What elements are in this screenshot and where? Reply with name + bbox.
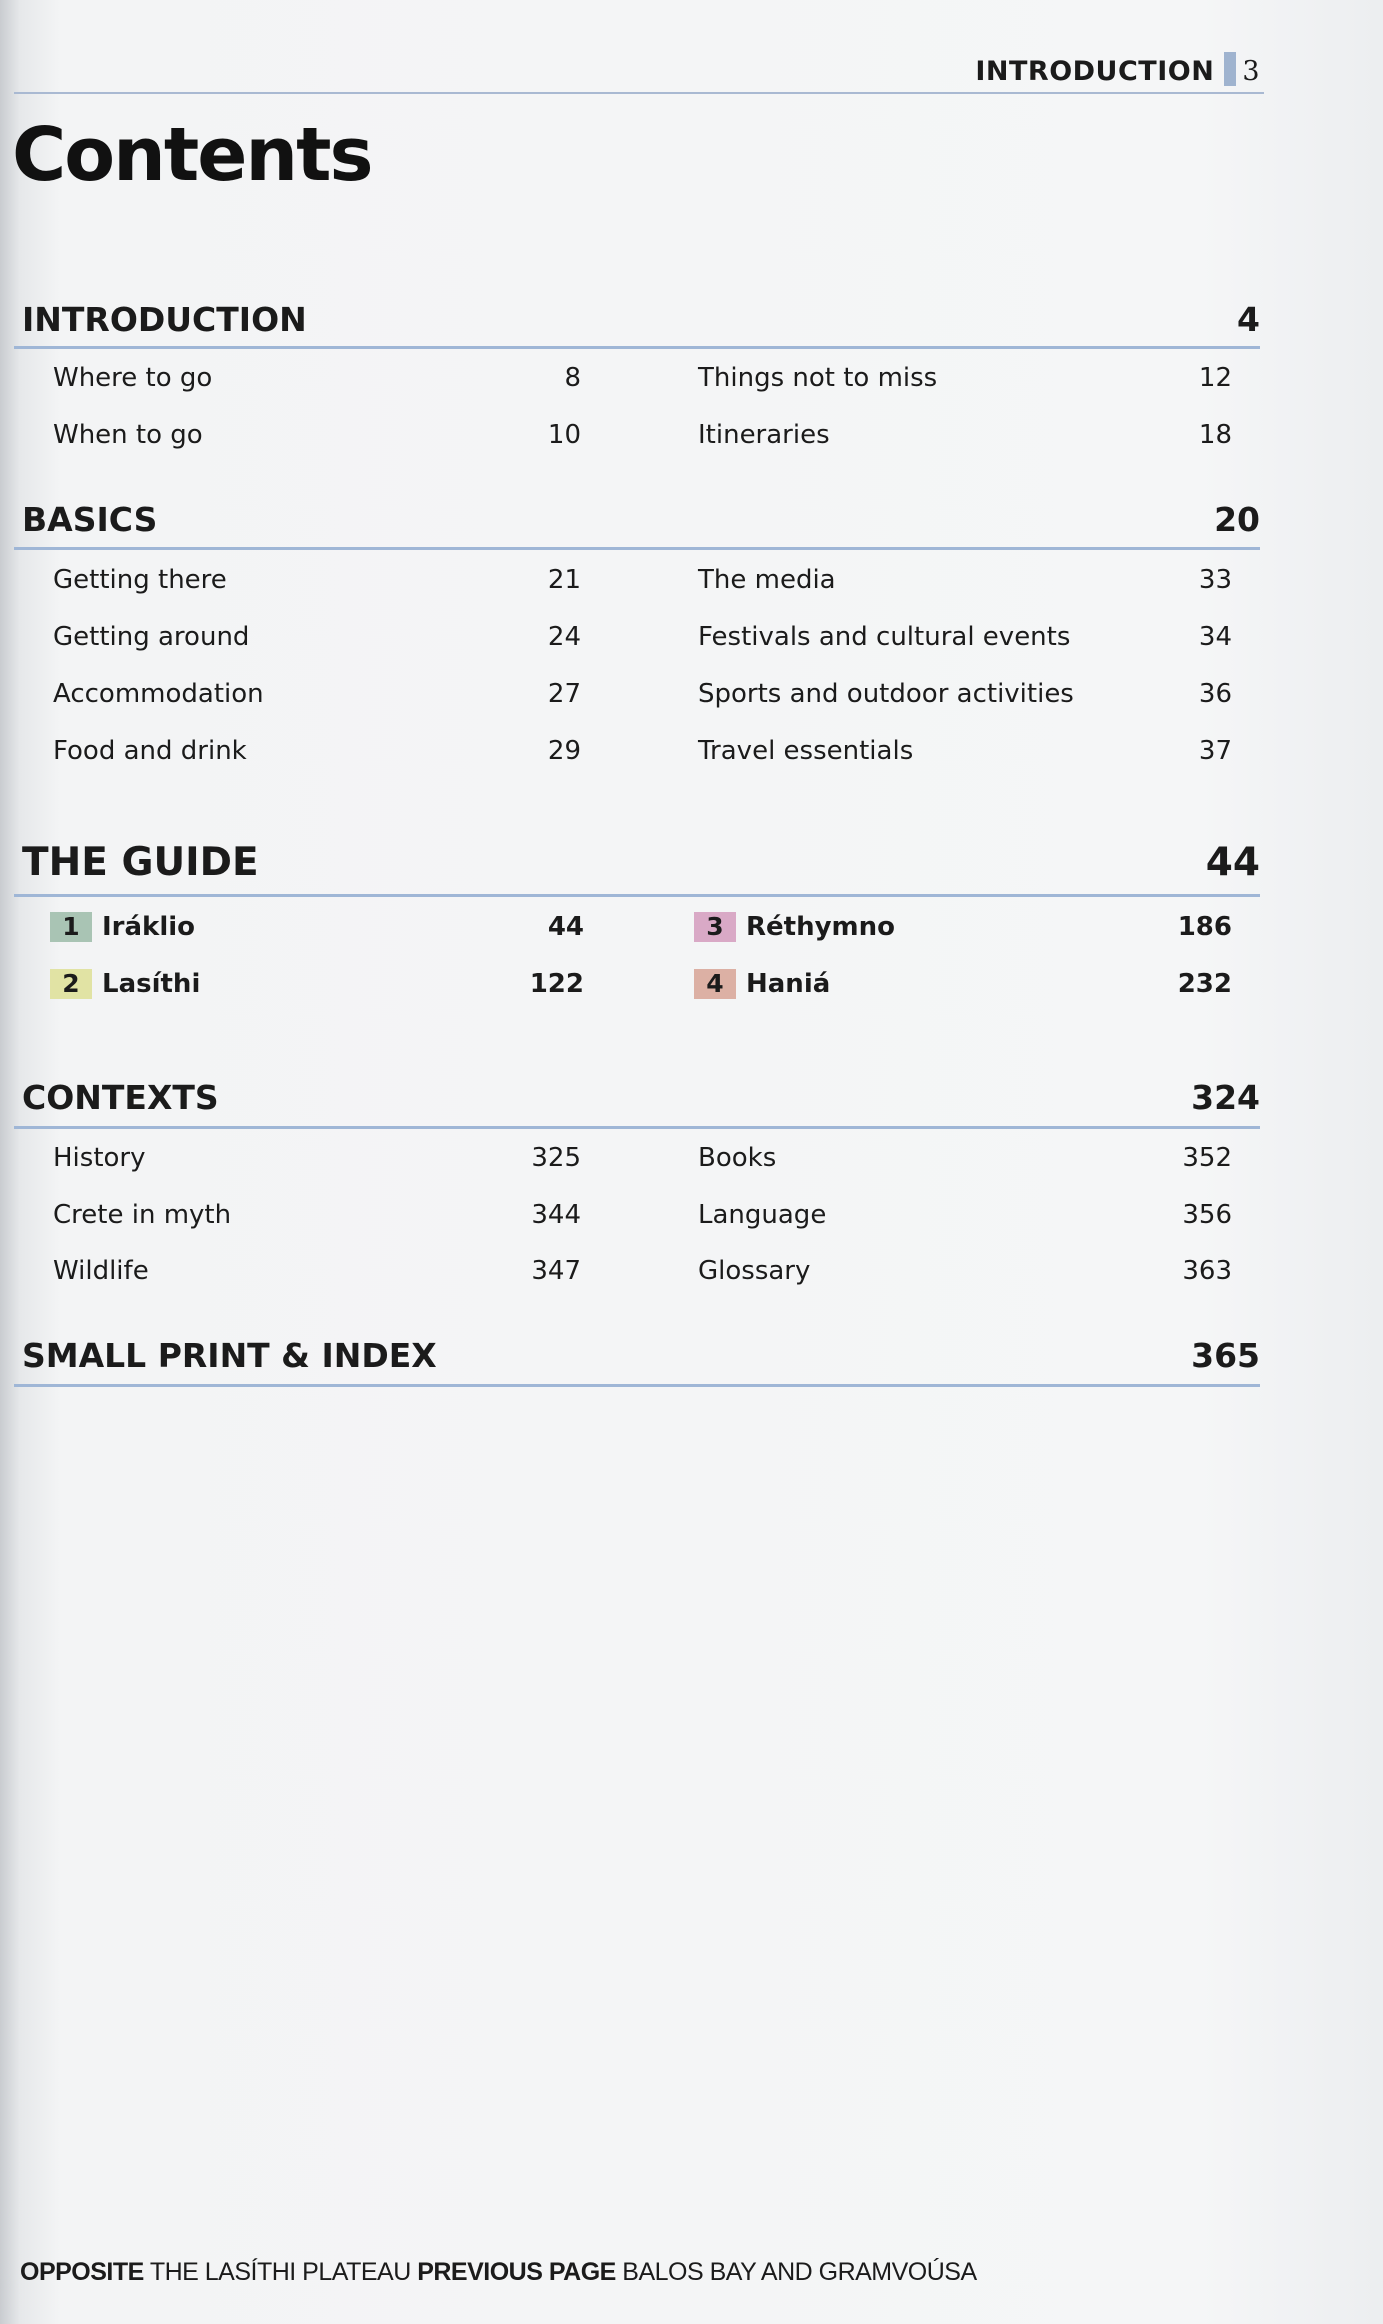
toc-entry[interactable] <box>698 565 1232 595</box>
entry-label: Crete in myth <box>53 1200 232 1230</box>
caption-opposite-label: OPPOSITE <box>20 2258 144 2286</box>
toc-entry[interactable] <box>698 1200 1232 1230</box>
running-head-section: INTRODUCTION <box>975 56 1215 87</box>
chapter-page: 122 <box>529 969 584 999</box>
toc-entry[interactable] <box>698 1143 1232 1173</box>
entry-page: 8 <box>564 363 581 393</box>
chapter-label: Lasíthi <box>102 969 201 999</box>
guide-chapter[interactable] <box>50 912 584 942</box>
chapter-label: Iráklio <box>102 912 196 942</box>
entry-label: When to go <box>53 420 203 450</box>
entry-label: Language <box>698 1200 827 1230</box>
entry-page: 352 <box>1182 1143 1232 1173</box>
section-rule <box>14 894 1260 897</box>
entry-label: History <box>53 1143 146 1173</box>
caption-opposite-text: THE LASÍTHI PLATEAU <box>149 2258 411 2286</box>
chapter-label: Haniá <box>746 969 831 999</box>
section-title: CONTEXTS <box>22 1078 219 1117</box>
page-number: 3 <box>1242 56 1260 87</box>
entry-page: 34 <box>1198 622 1232 652</box>
chapter-number-chip: 4 <box>694 969 736 999</box>
entry-label: The media <box>698 565 836 595</box>
chapter-number-chip: 2 <box>50 969 92 999</box>
section-rule <box>14 1126 1260 1129</box>
entry-page: 10 <box>547 420 581 450</box>
chapter-page: 186 <box>1177 912 1232 942</box>
section-title: SMALL PRINT & INDEX <box>22 1336 437 1375</box>
section-title: THE GUIDE <box>22 840 259 885</box>
chapter-label: Réthymno <box>746 912 896 942</box>
section-rule <box>14 547 1260 550</box>
photo-caption <box>20 2258 977 2287</box>
entry-label: Things not to miss <box>698 363 938 393</box>
section-page: 44 <box>1205 840 1260 885</box>
section-page: 4 <box>1237 300 1260 339</box>
toc-entry[interactable] <box>53 420 581 450</box>
toc-entry[interactable] <box>53 1143 581 1173</box>
section-rule <box>14 346 1260 349</box>
entry-label: Books <box>698 1143 777 1173</box>
toc-entry[interactable] <box>53 1200 581 1230</box>
toc-entry[interactable] <box>53 565 581 595</box>
toc-entry[interactable] <box>698 363 1232 393</box>
toc-entry[interactable] <box>698 679 1232 709</box>
entry-label: Itineraries <box>698 420 830 450</box>
entry-page: 363 <box>1182 1256 1232 1286</box>
section-title: INTRODUCTION <box>22 300 307 339</box>
entry-label: Getting there <box>53 565 227 595</box>
entry-page: 21 <box>547 565 581 595</box>
entry-page: 37 <box>1198 736 1232 766</box>
chapter-page: 232 <box>1177 969 1232 999</box>
entry-label: Accommodation <box>53 679 264 709</box>
section-contexts[interactable] <box>22 1078 1260 1117</box>
section-basics[interactable] <box>22 500 1260 539</box>
toc-entry[interactable] <box>698 1256 1232 1286</box>
running-head-bar <box>1224 52 1236 86</box>
entry-page: 356 <box>1182 1200 1232 1230</box>
section-small-print-index[interactable] <box>22 1336 1260 1375</box>
entry-label: Getting around <box>53 622 250 652</box>
entry-page: 12 <box>1198 363 1232 393</box>
entry-page: 33 <box>1198 565 1232 595</box>
section-page: 365 <box>1191 1336 1260 1375</box>
toc-entry[interactable] <box>698 736 1232 766</box>
entry-label: Where to go <box>53 363 213 393</box>
guide-chapter[interactable] <box>694 912 1232 942</box>
entry-label: Food and drink <box>53 736 247 766</box>
entry-page: 347 <box>531 1256 581 1286</box>
entry-page: 18 <box>1198 420 1232 450</box>
entry-label: Wildlife <box>53 1256 149 1286</box>
caption-previous-label: PREVIOUS PAGE <box>417 2258 616 2286</box>
entry-page: 29 <box>547 736 581 766</box>
entry-label: Travel essentials <box>698 736 914 766</box>
section-title: BASICS <box>22 500 158 539</box>
running-head <box>0 52 1260 87</box>
entry-label: Glossary <box>698 1256 811 1286</box>
toc-entry[interactable] <box>53 736 581 766</box>
chapter-number-chip: 1 <box>50 912 92 942</box>
header-rule <box>14 92 1264 94</box>
entry-page: 344 <box>531 1200 581 1230</box>
entry-label: Sports and outdoor activities <box>698 679 1074 709</box>
section-page: 20 <box>1214 500 1260 539</box>
chapter-number-chip: 3 <box>694 912 736 942</box>
section-page: 324 <box>1191 1078 1260 1117</box>
toc-entry[interactable] <box>698 622 1232 652</box>
entry-page: 325 <box>531 1143 581 1173</box>
entry-page: 24 <box>547 622 581 652</box>
caption-previous-text: BALOS BAY AND GRAMVOÚSA <box>622 2258 977 2286</box>
guide-chapter[interactable] <box>50 969 584 999</box>
toc-entry[interactable] <box>53 622 581 652</box>
entry-page: 36 <box>1198 679 1232 709</box>
entry-page: 27 <box>547 679 581 709</box>
section-the-guide[interactable] <box>22 840 1260 885</box>
chapter-page: 44 <box>547 912 584 942</box>
toc-entry[interactable] <box>53 679 581 709</box>
guide-chapter[interactable] <box>694 969 1232 999</box>
toc-entry[interactable] <box>698 420 1232 450</box>
page-title: Contents <box>12 112 372 198</box>
section-rule <box>14 1384 1260 1387</box>
toc-entry[interactable] <box>53 363 581 393</box>
section-introduction[interactable] <box>22 300 1260 339</box>
toc-entry[interactable] <box>53 1256 581 1286</box>
entry-label: Festivals and cultural events <box>698 622 1071 652</box>
